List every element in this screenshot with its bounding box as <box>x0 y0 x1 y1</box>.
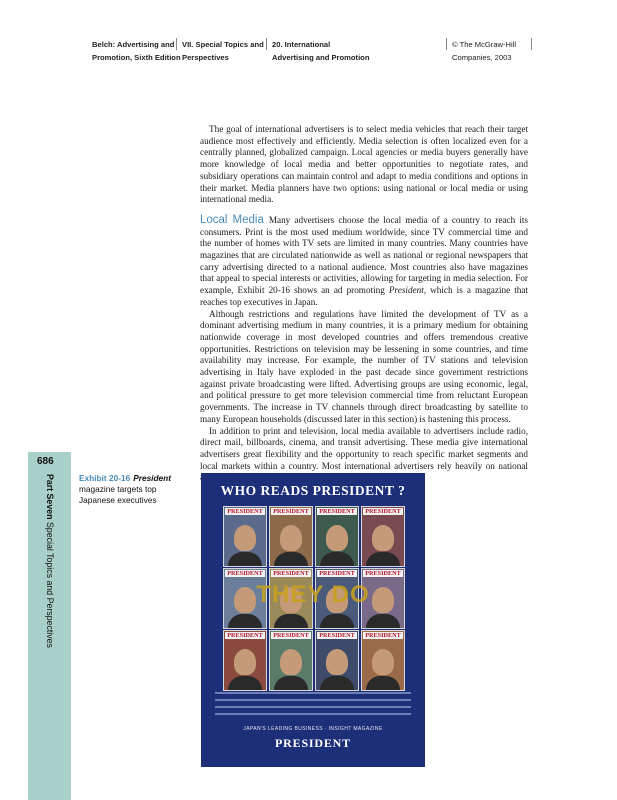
cover-masthead: PRESIDENT <box>317 570 357 577</box>
header-part-line2: Perspectives <box>182 52 229 62</box>
magazine-cover <box>361 506 405 567</box>
part-label-number: Part Seven <box>45 474 55 520</box>
cover-masthead: PRESIDENT <box>363 632 403 639</box>
header-divider <box>531 38 532 50</box>
cover-portrait-suit <box>274 552 308 566</box>
paragraph-text: which is a magazine that reaches top executives in Japan. <box>200 285 529 307</box>
cover-masthead: PRESIDENT <box>317 632 357 639</box>
cover-masthead: PRESIDENT <box>225 508 265 515</box>
cover-masthead: PRESIDENT <box>363 508 403 515</box>
cover-portrait <box>326 525 348 551</box>
ad-headline: WHO READS PRESIDENT ? <box>220 483 406 498</box>
header-copyright-line2: Companies, 2003 <box>452 52 512 62</box>
part-label <box>45 474 55 648</box>
cover-portrait <box>372 525 394 551</box>
header-copyright-line1: © The McGraw-Hill <box>452 40 517 49</box>
cover-portrait-suit <box>228 614 262 628</box>
cover-portrait-suit <box>366 614 400 628</box>
paragraph: Although restrictions and regulations have limited the development of TV as a dominant advertising medium in many countries, it is a primary medium for obtaining nationwide coverage in most developed countries and offers tremendous creative opportunities. Restrictions on television may be lessening in some countries, and time availability may increase. For example, the number of TV stations and television advertising in Italy have exploded in the past decade since government restrictions against private broadcasting were lifted. Advertising groups are using economic, legal, and political pressure to get more television commercial time from reluctant European governments. The increase in TV channels through direct broadcasting by satellite to many European households (discussed later in this section) is hastening this process. <box>200 308 528 424</box>
ad-overlay-text: THEY DO <box>256 581 370 608</box>
paragraph-local-media <box>200 215 528 309</box>
section-heading: Local Media <box>200 213 264 226</box>
cover-masthead: PRESIDENT <box>225 632 265 639</box>
cover-portrait-suit <box>320 552 354 566</box>
paragraph: In addition to print and television, local media available to advertisers include radio, direct mail, billboards, cinema, and transit advertising. These media give international advertisers great flexibility and the opportunity to reach specific market segments and local markets within a country. Most international advertisers rely heavily on national <box>200 425 528 471</box>
magazine-cover <box>269 630 313 691</box>
magazine-cover <box>361 630 405 691</box>
cover-masthead: PRESIDENT <box>271 632 311 639</box>
header-copyright <box>452 39 516 64</box>
cover-masthead: PRESIDENT <box>271 508 311 515</box>
cover-portrait-suit <box>228 552 262 566</box>
header-book-title-line1: Belch: Advertising and <box>92 40 175 49</box>
cover-masthead: PRESIDENT <box>317 508 357 515</box>
part-label-title: Special Topics and Perspectives <box>45 521 55 648</box>
cover-portrait-suit <box>366 552 400 566</box>
exhibit-title: President <box>133 473 171 483</box>
magazine-cover <box>315 630 359 691</box>
magazine-cover <box>223 630 267 691</box>
cover-portrait <box>280 525 302 551</box>
magazine-cover <box>223 506 267 567</box>
magazine-cover <box>315 506 359 567</box>
header-chapter-line2: Advertising and Promotion <box>272 52 370 62</box>
header-chapter-line1: 20. International <box>272 40 331 49</box>
exhibit-caption-text: magazine targets top Japanese executives <box>79 484 157 505</box>
body-text <box>200 124 528 484</box>
cover-portrait <box>280 649 302 675</box>
cover-portrait <box>372 649 394 675</box>
paragraph-text: Many advertisers choose the local media of a country to reach its consumers. Print is the most used medium worldwide, since TV commercial time and the number of homes with TV sets are limited in many countries. Many countries have magazines that are circulated nationwide as well as national or regional newspapers that carry advertising directed to a national audience. Most countries also have magazines that appeal to special interests or activities, allowing for targeting in media selection. For example, Exhibit 20-16 shows an ad promoting <box>200 214 528 296</box>
header-chapter <box>272 39 369 64</box>
president-ad-image <box>201 473 425 767</box>
magazine-cover <box>269 506 313 567</box>
cover-portrait <box>234 649 256 675</box>
header-book-title <box>92 39 181 64</box>
exhibit-number: Exhibit 20-16 <box>79 473 131 483</box>
cover-portrait-suit <box>320 614 354 628</box>
magazine-name: President, <box>388 285 427 296</box>
header-divider <box>176 38 177 50</box>
exhibit-caption <box>79 473 189 506</box>
cover-portrait-suit <box>274 614 308 628</box>
cover-portrait <box>234 525 256 551</box>
cover-portrait <box>326 649 348 675</box>
page-number: 686 <box>37 456 54 467</box>
cover-masthead: PRESIDENT <box>225 570 265 577</box>
ad-fine-print <box>215 687 411 723</box>
header-divider <box>446 38 447 50</box>
header-divider <box>266 38 267 50</box>
cover-masthead: PRESIDENT <box>271 570 311 577</box>
header-part-line1: VII. Special Topics and <box>182 40 264 49</box>
ad-logo: PRESIDENT <box>275 736 351 750</box>
ad-tagline: JAPAN'S LEADING BUSINESS · INSIGHT MAGAZINE <box>243 726 383 732</box>
paragraph: The goal of international advertisers is to select media vehicles that reach their target audience most effectively and efficiently. Media selection is often localized even for a centrally planned, globalized campaign. Local agencies or media buyers generally have more knowledge of local media and better opportunities to negotiate rates, and subsidiary operations can maintain control and adapt to media conditions and options in their market. Media planners have two options: using national or local media or using international media. <box>200 124 528 205</box>
header-book-title-line2: Promotion, Sixth Edition <box>92 52 181 62</box>
cover-masthead: PRESIDENT <box>363 570 403 577</box>
header-part <box>182 39 264 64</box>
